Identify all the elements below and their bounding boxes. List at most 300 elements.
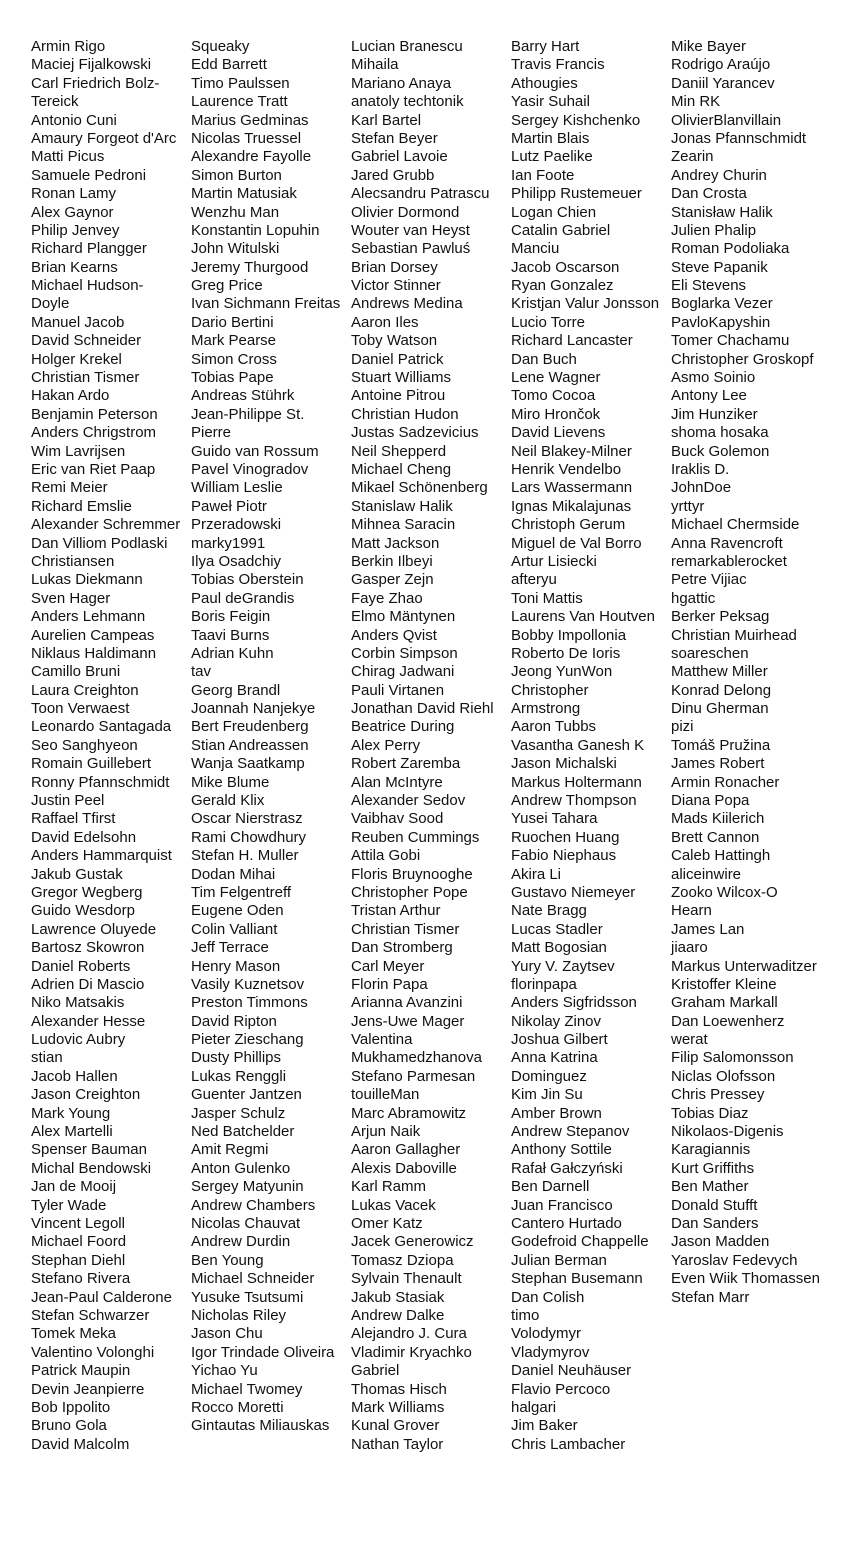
contributor-name: Dan Crosta	[671, 185, 747, 203]
contributor-name: Daniel Roberts	[31, 957, 131, 975]
contributor-name: yrttyr	[671, 497, 705, 515]
contributor-name: Neil Shepperd	[351, 442, 447, 460]
contributor-name: Alexander Hesse	[31, 1012, 146, 1030]
contributor-name: Jeff Terrace	[191, 939, 269, 957]
contributor-name: Aurelien Campeas	[31, 626, 155, 644]
contributor-name: Caleb Hattingh	[671, 847, 771, 865]
contributor-name: Anders Qvist	[351, 626, 437, 644]
contributor-name: Niklaus Haldimann	[31, 644, 157, 662]
contributor-name: Jacob Oscarson	[511, 258, 620, 276]
contributor-name: Gregor Wegberg	[31, 883, 143, 901]
contributor-name: Athougies	[511, 74, 578, 92]
contributor-name: Joannah Nanjekye	[191, 700, 316, 718]
contributor-name: Cantero Hurtado	[511, 1215, 622, 1232]
contributor-name: Yichao Yu	[191, 1362, 258, 1380]
contributor-name: Alexander Schremmer	[31, 516, 181, 534]
contributor-name: Yusuke Tsutsumi	[191, 1288, 304, 1306]
contributor-name: Richard Plangger	[31, 240, 147, 258]
contributor-name: Anders Hammarquist	[31, 847, 172, 865]
contributor-name: Tomasz Dziopa	[351, 1251, 454, 1269]
contributor-name: Robert Zaremba	[351, 755, 461, 773]
contributor-name: Leonardo Santagada	[31, 718, 172, 736]
contributor-name: Laurens Van Houtven	[511, 608, 655, 626]
contributor-name: Roman Podoliaka	[671, 240, 790, 258]
contributor-name: Stefan Schwarzer	[31, 1306, 150, 1324]
contributor-name: Gintautas Miliauskas	[191, 1417, 330, 1435]
contributor-name: Alecsandru Patrascu	[351, 185, 490, 203]
contributor-name: Joshua Gilbert	[511, 1031, 608, 1049]
contributor-name: David Edelsohn	[31, 828, 137, 846]
contributor-name: Dan Loewenherz	[671, 1012, 785, 1030]
contributor-name: Brian Dorsey	[351, 258, 438, 276]
contributor-name: Ruochen Huang	[511, 828, 620, 846]
contributor-name: Stian Andreassen	[191, 736, 309, 754]
contributor-name: Michael Chermside	[671, 516, 800, 534]
contributor-name: Logan Chien	[511, 203, 597, 221]
contributor-name: Christian Muirhead	[671, 626, 797, 644]
contributor-name: William Leslie	[191, 479, 283, 497]
contributor-name: Christopher Pope	[351, 883, 468, 901]
contributor-name: Mark Williams	[351, 1398, 445, 1416]
contributor-name: pizi	[671, 718, 694, 736]
contributor-name: Asmo Soinio	[671, 369, 756, 387]
contributor-name: Vladymyrov	[511, 1343, 590, 1361]
contributor-name: Matthew Miller	[671, 663, 768, 681]
contributor-name: Mihnea Saracin	[351, 516, 456, 534]
contributor-name: Min RK	[671, 93, 721, 111]
contributor-name: Diana Popa	[671, 792, 750, 810]
contributor-name: Alexis Daboville	[351, 1159, 457, 1177]
contributor-name: Carl Friedrich Bolz-	[31, 74, 160, 92]
contributor-name: Nikolaos-Digenis	[671, 1123, 784, 1141]
contributor-name: Vincent Legoll	[31, 1215, 125, 1232]
contributor-name: Marc Abramowitz	[351, 1104, 467, 1122]
contributor-name: Eric van Riet Paap	[31, 460, 156, 478]
contributor-name: Attila Gobi	[351, 847, 421, 865]
contributor-name: Jim Hunziker	[671, 405, 758, 423]
contributor-name: touilleMan	[351, 1086, 420, 1104]
contributor-name: Bert Freudenberg	[191, 718, 309, 736]
contributor-name: Laura Creighton	[31, 681, 139, 699]
contributor-name: Mark Young	[31, 1104, 111, 1122]
contributor-name: Michael Schneider	[191, 1270, 315, 1288]
contributor-name: Nicolas Truessel	[191, 129, 302, 147]
contributor-name: Justin Peel	[31, 792, 105, 810]
contributor-name: Arjun Naik	[351, 1123, 421, 1141]
contributor-name: Anders Lehmann	[31, 608, 146, 626]
contributor-name: Devin Jeanpierre	[31, 1380, 145, 1398]
contributor-name: Pavel Vinogradov	[191, 460, 309, 478]
contributor-name: Manciu	[511, 240, 560, 258]
contributor-name: Ronny Pfannschmidt	[31, 773, 170, 791]
contributor-name: Bartosz Skowron	[31, 939, 145, 957]
contributor-name: Stefan Marr	[671, 1288, 750, 1306]
contributor-name: Dinu Gherman	[671, 700, 769, 718]
contributor-name: Jean-Philippe St.	[191, 405, 305, 423]
contributor-name: Jacek Generowicz	[351, 1233, 474, 1251]
contributor-name: Michael Foord	[31, 1233, 127, 1251]
contributor-name: Alex Martelli	[31, 1123, 113, 1141]
contributor-name: Berker Peksag	[671, 608, 770, 626]
contributor-name: Stanislaw Halik	[351, 497, 453, 515]
contributor-name: Karagiannis	[671, 1141, 751, 1159]
contributor-name: Stanisław Halik	[671, 203, 773, 221]
contributor-name: marky1991	[191, 534, 266, 552]
contributor-name: Valentino Volonghi	[31, 1343, 155, 1361]
contributor-name: Boris Feigin	[191, 608, 271, 626]
contributor-name: Anders Chrigstrom	[31, 424, 157, 442]
contributor-name: Tobias Diaz	[671, 1104, 749, 1122]
contributor-name: Jason Creighton	[31, 1086, 141, 1104]
contributor-name: Mads Kiilerich	[671, 810, 765, 828]
contributor-name: Christian Tismer	[31, 369, 140, 387]
contributor-name: Przeradowski	[191, 516, 282, 534]
contributor-name: Michael Cheng	[351, 460, 452, 478]
contributor-name: Simon Cross	[191, 350, 277, 368]
contributor-name: Boglarka Vezer	[671, 295, 773, 313]
contributor-name: Martin Matusiak	[191, 185, 297, 203]
contributor-name: Reuben Cummings	[351, 828, 480, 846]
contributor-name: Akira Li	[511, 865, 562, 883]
contributor-name: Jens-Uwe Mager	[351, 1012, 465, 1030]
contributor-name: Benjamin Peterson	[31, 405, 158, 423]
contributor-name: Doyle	[31, 295, 70, 313]
contributor-name: Sylvain Thenault	[351, 1270, 462, 1288]
contributor-name: Tristan Arthur	[351, 902, 441, 920]
contributor-name: Edd Barrett	[191, 56, 267, 74]
contributor-name: Dan Stromberg	[351, 939, 453, 957]
contributor-name: Tobias Oberstein	[191, 571, 304, 589]
contributor-name: Elmo Mäntynen	[351, 608, 456, 626]
contributor-name: Toby Watson	[351, 332, 438, 350]
contributor-name: Konstantin Lopuhin	[191, 221, 320, 239]
contributor-name: Simon Burton	[191, 166, 282, 184]
contributor-name: Philipp Rustemeuer	[511, 185, 642, 203]
contributor-name: Mihaila	[351, 56, 399, 74]
contributor-name: Yasir Suhail	[511, 93, 590, 111]
contributor-name: OlivierBlanvillain	[671, 111, 782, 129]
contributor-name: Bob Ippolito	[31, 1398, 111, 1416]
contributor-name: Alan McIntyre	[351, 773, 443, 791]
contributor-name: Gabriel Lavoie	[351, 148, 448, 166]
contributor-name: Arianna Avanzini	[351, 994, 463, 1012]
contributor-name: Ilya Osadchiy	[191, 552, 282, 570]
contributor-name: Alexander Sedov	[351, 792, 466, 810]
contributor-name: Spenser Bauman	[31, 1141, 147, 1159]
contributor-name: Iraklis D.	[671, 460, 730, 478]
contributor-name: Steve Papanik	[671, 258, 768, 276]
contributor-name: Stefan H. Muller	[191, 847, 299, 865]
contributor-name: Andrey Churin	[671, 166, 767, 184]
contributor-name: Ben Young	[191, 1251, 264, 1269]
contributor-name: Kurt Griffiths	[671, 1159, 755, 1177]
contributor-name: Brett Cannon	[671, 828, 760, 846]
contributor-name: Brian Kearns	[31, 258, 118, 276]
contributor-name: soareschen	[671, 644, 749, 662]
contributor-name: Michael Twomey	[191, 1380, 303, 1398]
contributor-name: Adrian Kuhn	[191, 644, 274, 662]
contributor-name: Anna Katrina	[511, 1049, 598, 1067]
contributor-name: PavloKapyshin	[671, 313, 771, 331]
contributor-name: Pierre	[191, 424, 232, 442]
contributor-name: Taavi Burns	[191, 626, 270, 644]
contributor-name: Wouter van Heyst	[351, 221, 470, 239]
contributor-name: Carl Meyer	[351, 957, 425, 975]
contributor-name: Barry Hart	[511, 38, 580, 55]
contributor-name: David Schneider	[31, 332, 142, 350]
contributor-name: David Malcolm	[31, 1435, 130, 1453]
contributor-name: Jonathan David Riehl	[351, 700, 494, 718]
contributor-name: Lukas Renggli	[191, 1067, 287, 1085]
contributor-name: Amit Regmi	[191, 1141, 269, 1159]
contributor-name: Niko Matsakis	[31, 994, 125, 1012]
contributor-name: Amaury Forgeot d'Arc	[31, 129, 177, 147]
contributor-name: Anna Ravencroft	[671, 534, 783, 552]
contributor-name: Andrew Chambers	[191, 1196, 316, 1214]
contributor-name: Hearn	[671, 902, 712, 920]
contributor-name: Nicolas Chauvat	[191, 1215, 301, 1232]
contributor-name: Aaron Tubbs	[511, 718, 597, 736]
contributor-name: Guido van Rossum	[191, 442, 319, 460]
contributor-name: Jonas Pfannschmidt	[671, 129, 807, 147]
contributor-name: Andrew Durdin	[191, 1233, 291, 1251]
contributor-name: Zooko Wilcox-O	[671, 883, 778, 901]
contributor-name: Guenter Jantzen	[191, 1086, 302, 1104]
contributor-name: Ronan Lamy	[31, 185, 117, 203]
contributor-name: Lucas Stadler	[511, 920, 603, 938]
contributor-name: Daniel Neuhäuser	[511, 1362, 632, 1380]
contributor-list	[31, 38, 860, 1458]
contributor-name: Christopher Groskopf	[671, 350, 814, 368]
contributor-name: Stephan Busemann	[511, 1270, 643, 1288]
contributor-name: Hakan Ardo	[31, 387, 110, 405]
contributor-name: hgattic	[671, 589, 716, 607]
contributor-name: Gerald Klix	[191, 792, 265, 810]
contributor-name: Greg Price	[191, 277, 263, 295]
contributor-name: Stefano Parmesan	[351, 1067, 476, 1085]
contributor-name: Aaron Iles	[351, 313, 419, 331]
contributor-name: Wanja Saatkamp	[191, 755, 305, 773]
contributor-name: Daniil Yarancev	[671, 74, 775, 92]
contributor-name: Mark Pearse	[191, 332, 277, 350]
contributor-name: halgari	[511, 1398, 557, 1416]
contributor-name: Jeremy Thurgood	[191, 258, 309, 276]
contributor-name: Gabriel	[351, 1362, 400, 1380]
contributor-name: werat	[671, 1031, 708, 1049]
contributor-name: Tomek Meka	[31, 1325, 117, 1343]
contributor-name: Lawrence Oluyede	[31, 920, 157, 938]
contributor-name: Lukas Diekmann	[31, 571, 143, 589]
contributor-name: Michal Bendowski	[31, 1159, 152, 1177]
contributor-name: Filip Salomonsson	[671, 1049, 794, 1067]
name-column-5	[671, 38, 860, 1307]
contributor-name: Catalin Gabriel	[511, 221, 611, 239]
contributor-name: Dan Buch	[511, 350, 577, 368]
contributor-name: Andrew Stepanov	[511, 1123, 630, 1141]
contributor-name: John Witulski	[191, 240, 280, 258]
contributor-name: Jakub Stasiak	[351, 1288, 445, 1306]
contributor-name: Anders Sigfridsson	[511, 994, 637, 1012]
contributor-name: Jakub Gustak	[31, 865, 123, 883]
contributor-name: Faye Zhao	[351, 589, 423, 607]
contributor-name: Mikael Schönenberg	[351, 479, 488, 497]
contributor-name: Jan de Mooij	[31, 1178, 117, 1196]
contributor-name: Floris Bruynooghe	[351, 865, 473, 883]
contributor-name: Buck Golemon	[671, 442, 770, 460]
contributor-name: tav	[191, 663, 212, 681]
contributor-name: Lene Wagner	[511, 369, 601, 387]
contributor-name: Philip Jenvey	[31, 221, 120, 239]
contributor-name: Seo Sanghyeon	[31, 736, 138, 754]
contributor-name: Squeaky	[191, 38, 250, 55]
contributor-name: Nate Bragg	[511, 902, 587, 920]
contributor-name: Jared Grubb	[351, 166, 435, 184]
contributor-name: Tomáš Pružina	[671, 736, 771, 754]
contributor-name: Petre Vijiac	[671, 571, 747, 589]
contributor-name: Paul deGrandis	[191, 589, 295, 607]
contributor-name: Toni Mattis	[511, 589, 583, 607]
contributor-name: Mike Blume	[191, 773, 270, 791]
contributor-name: Armstrong	[511, 700, 581, 718]
contributor-name: Karl Bartel	[351, 111, 422, 129]
contributor-name: Corbin Simpson	[351, 644, 458, 662]
contributor-name: Matt Bogosian	[511, 939, 607, 957]
contributor-name: Markus Unterwaditzer	[671, 957, 817, 975]
contributor-name: Samuele Pedroni	[31, 166, 147, 184]
contributor-name: Jean-Paul Calderone	[31, 1288, 172, 1306]
contributor-name: Tim Felgentreff	[191, 883, 292, 901]
contributor-name: Wenzhu Man	[191, 203, 280, 221]
contributor-name: Rami Chowdhury	[191, 828, 307, 846]
contributor-name: Raffael Tfirst	[31, 810, 116, 828]
contributor-name: Bobby Impollonia	[511, 626, 627, 644]
contributor-name: Preston Timmons	[191, 994, 308, 1012]
contributor-name: Dusty Phillips	[191, 1049, 282, 1067]
contributor-name: Ned Batchelder	[191, 1123, 295, 1141]
contributor-name: Pauli Virtanen	[351, 681, 445, 699]
contributor-name: Amber Brown	[511, 1104, 602, 1122]
contributor-name: Kim Jin Su	[511, 1086, 583, 1104]
contributor-name: Tobias Pape	[191, 369, 274, 387]
contributor-name: stian	[31, 1049, 63, 1067]
contributor-name: Armin Ronacher	[671, 773, 780, 791]
contributor-name: Michael Hudson-	[31, 277, 144, 295]
contributor-name: Alexandre Fayolle	[191, 148, 312, 166]
contributor-name: Adrien Di Mascio	[31, 975, 145, 993]
contributor-name: Ignas Mikalajunas	[511, 497, 632, 515]
contributor-name: Andrew Thompson	[511, 792, 637, 810]
contributor-name: Ryan Gonzalez	[511, 277, 614, 295]
contributor-name: Ludovic Aubry	[31, 1031, 126, 1049]
contributor-name: Konrad Delong	[671, 681, 772, 699]
contributor-name: Laurence Tratt	[191, 93, 288, 111]
contributor-name: Christoph Gerum	[511, 516, 626, 534]
contributor-name: Dan Colish	[511, 1288, 585, 1306]
contributor-name: Jason Chu	[191, 1325, 263, 1343]
contributor-name: Lukas Vacek	[351, 1196, 436, 1214]
contributor-name: Alex Gaynor	[31, 203, 114, 221]
contributor-name: anatoly techtonik	[351, 93, 464, 111]
contributor-name: Stefano Rivera	[31, 1270, 131, 1288]
contributor-name: Zearin	[671, 148, 714, 166]
contributor-name: Julian Berman	[511, 1251, 607, 1269]
contributor-name: Camillo Bruni	[31, 663, 121, 681]
contributor-name: Timo Paulssen	[191, 74, 290, 92]
contributor-name: Lucio Torre	[511, 313, 585, 331]
contributor-name: Olivier Dormond	[351, 203, 460, 221]
contributor-name: Martin Blais	[511, 129, 590, 147]
contributor-name: Flavio Percoco	[511, 1380, 611, 1398]
contributor-name: Mariano Anaya	[351, 74, 452, 92]
contributor-name: Nathan Taylor	[351, 1435, 444, 1453]
contributor-name: Rafał Gałczyński	[511, 1159, 623, 1177]
contributor-name: aliceinwire	[671, 865, 742, 883]
contributor-name: Ben Mather	[671, 1178, 749, 1196]
contributor-name: timo	[511, 1306, 540, 1324]
contributor-name: Volodymyr	[511, 1325, 582, 1343]
contributor-name: Stefan Beyer	[351, 129, 438, 147]
contributor-name: Matti Picus	[31, 148, 105, 166]
contributor-name: Richard Lancaster	[511, 332, 633, 350]
contributor-name: Valentina	[351, 1031, 413, 1049]
contributor-name: Miro Hrončok	[511, 405, 601, 423]
contributor-name: Graham Markall	[671, 994, 778, 1012]
contributor-name: James Robert	[671, 755, 765, 773]
contributor-name: Rodrigo Araújo	[671, 56, 771, 74]
contributor-name: Tereick	[31, 93, 79, 111]
contributor-name: Dan Villiom Podlaski	[31, 534, 168, 552]
contributor-name: Maciej Fijalkowski	[31, 56, 152, 74]
contributor-name: Fabio Niephaus	[511, 847, 617, 865]
contributor-name: Andrews Medina	[351, 295, 463, 313]
contributor-name: Donald Stufft	[671, 1196, 758, 1214]
contributor-name: Lars Wassermann	[511, 479, 633, 497]
contributor-name: Chirag Jadwani	[351, 663, 455, 681]
contributor-name: Toon Verwaest	[31, 700, 130, 718]
contributor-name: Kunal Grover	[351, 1417, 440, 1435]
contributor-name: remarkablerocket	[671, 552, 787, 570]
contributor-name: Marius Gedminas	[191, 111, 309, 129]
contributor-name: jiaaro	[671, 939, 708, 957]
contributor-name: Aaron Gallagher	[351, 1141, 461, 1159]
contributor-name: Juan Francisco	[511, 1196, 613, 1214]
contributor-name: Roberto De Ioris	[511, 644, 621, 662]
contributor-name: Kristoffer Kleine	[671, 975, 777, 993]
contributor-name: Jim Baker	[511, 1417, 578, 1435]
contributor-name: Holger Krekel	[31, 350, 122, 368]
contributor-name: Armin Rigo	[31, 38, 106, 55]
contributor-name: Ben Darnell	[511, 1178, 590, 1196]
contributor-name: Antoine Pitrou	[351, 387, 446, 405]
contributor-name: Niclas Olofsson	[671, 1067, 776, 1085]
contributor-name: Ian Foote	[511, 166, 575, 184]
contributor-name: Sven Hager	[31, 589, 111, 607]
contributor-name: Igor Trindade Oliveira	[191, 1343, 335, 1361]
contributor-name: Guido Wesdorp	[31, 902, 135, 920]
contributor-name: Jason Madden	[671, 1233, 770, 1251]
contributor-name: Oscar Nierstrasz	[191, 810, 303, 828]
contributor-name: Henrik Vendelbo	[511, 460, 622, 478]
contributor-name: Christian Tismer	[351, 920, 460, 938]
contributor-name: Omer Katz	[351, 1215, 423, 1232]
contributor-name: Alejandro J. Cura	[351, 1325, 467, 1343]
contributor-name: Sergey Matyunin	[191, 1178, 304, 1196]
contributor-name: Tomer Chachamu	[671, 332, 790, 350]
contributor-name: Chris Pressey	[671, 1086, 765, 1104]
contributor-name: Stephan Diehl	[31, 1251, 126, 1269]
contributor-name: Jacob Hallen	[31, 1067, 118, 1085]
contributor-name: Patrick Maupin	[31, 1362, 131, 1380]
